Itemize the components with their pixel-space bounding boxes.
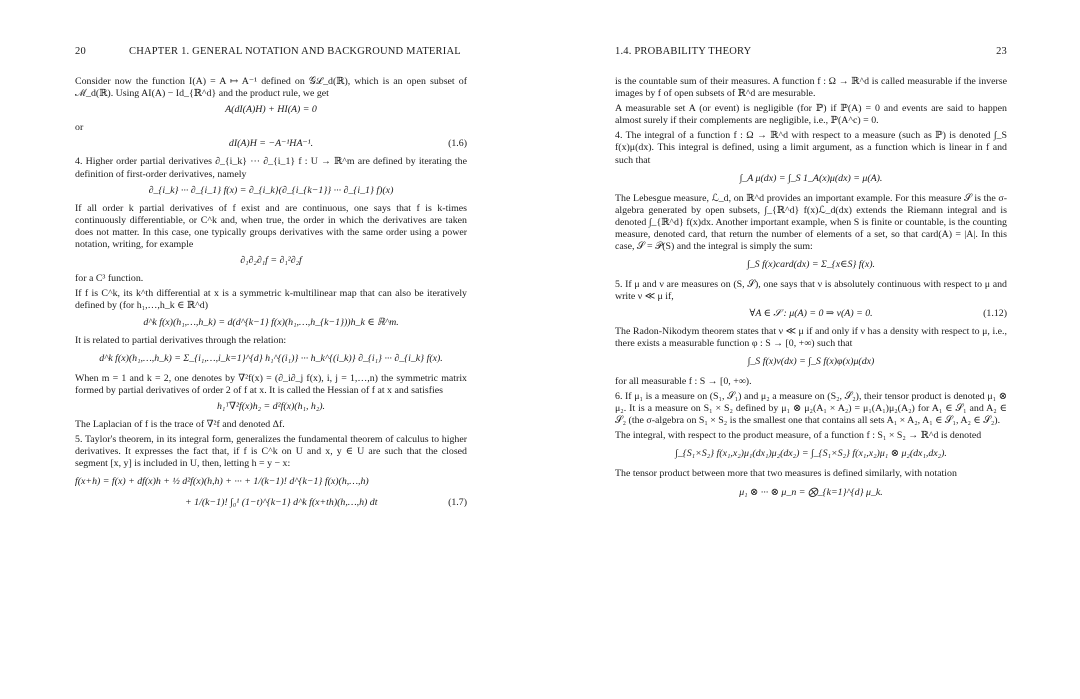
right-page-body	[615, 76, 1007, 507]
equation-1-12	[615, 308, 1007, 320]
equation-1-12-tag: (1.12)	[983, 307, 1007, 319]
equation-1-6-body: dI(A)H = −A⁻¹HA⁻¹.	[228, 138, 314, 150]
equation-density: ∫_S f(x)ν(dx) = ∫_S f(x)φ(x)μ(dx)	[747, 355, 875, 367]
equation-indicator-integral: ∫_A μ(dx) = ∫_S 1_A(x)μ(dx) = μ(A).	[739, 172, 883, 184]
equation-partial-iterate: ∂_{i_k} ··· ∂_{i_1} f(x) = ∂_{i_k}(∂_{i_{k−1}} ··· ∂_{i_1} f)(x)	[148, 184, 394, 196]
equation-product-integral: ∫_{S₁×S₂} f(x₁,x₂)μ₁(dx₁)μ₂(dx₂) = ∫_{S₁×S₂} f(x₁,x₂)μ₁ ⊗ μ₂(dx₁,dx₂).	[675, 448, 947, 460]
equation-1-6-tag: (1.6)	[448, 138, 467, 150]
page-number: 20	[75, 46, 86, 57]
right-page	[615, 0, 1015, 699]
paragraph-laplacian: The Laplacian of f is the trace of ∇²f and denoted Δf.	[75, 419, 285, 431]
running-head: 1.4. PROBABILITY THEORY	[615, 46, 752, 57]
page-number: 23	[996, 46, 1007, 57]
paragraph-all-order: If all order k partial derivatives of f exist and are continuous, one says that f is k-times continuously differentiable, or C^k and, when true, the order in which the derivatives are taken does not matter. In this case, one typically groups derivatives with the same order using a power notation, writing, for example	[75, 202, 467, 251]
equation-product-rule: A(dI(A)H) + HI(A) = 0	[225, 104, 317, 116]
equation-1-6	[75, 138, 467, 150]
paragraph-higher-order: 4. Higher order partial derivatives ∂_{i_k} ··· ∂_{i_1} f : U → ℝ^m are defined by iterating the definition of first-order derivatives, namely	[75, 156, 467, 180]
paragraph-product-integral: The integral, with respect to the product measure, of a function f : S₁ × S₂ → ℝ^d is denoted	[615, 430, 982, 442]
paragraph-tensor-product: 6. If μ₁ is a measure on (S₁, 𝒮₁) and μ₂ a measure on (S₂, 𝒮₂), their tensor product is denoted μ₁ ⊗ μ₂. It is a measure on S₁ × S₂ defined by μ₁ ⊗ μ₂(A₁ × A₂) = μ₁(A₁)μ₂(A₂) for A₁ ∈ 𝒮₁ and A₂ ∈ 𝒮₂ (the σ-algebra on S₁ × S₂ is the smallest one that contains all sets A₁ × A₂, A₁ ∈ 𝒮₁, A₂ ∈ 𝒮₂).	[615, 390, 1007, 427]
equation-taylor-line1: f(x+h) = f(x) + df(x)h + ½ d²f(x)(h,h) + ··· + 1/(k−1)! d^{k−1} f(x)(h,…,h)	[75, 476, 369, 488]
paragraph-ck-differential: If f is C^k, its k^th differential at x is a symmetric k-multilinear map that can also be iteratively defined by (for h₁,…,h_k ∈ ℝ^d)	[75, 288, 467, 312]
equation-dk-relation: d^k f(x)(h₁,…,h_k) = Σ_{i₁,…,i_k=1}^{d} h₁^{(i₁)} ··· h_k^{(i_k)} ∂_{i₁} ··· ∂_{i_k} f(x).	[99, 352, 443, 364]
equation-hessian: h₁ᵀ∇²f(x)h₂ = d²f(x)(h₁, h₂).	[216, 400, 326, 412]
equation-otimes: μ₁ ⊗ ··· ⊗ μ_n = ⨂_{k=1}^{d} μ_k.	[739, 486, 883, 498]
equation-1-12-body: ∀A ∈ 𝒮 : μ(A) = 0 ⇒ ν(A) = 0.	[749, 307, 873, 319]
paragraph-taylor: 5. Taylor's theorem, in its integral form, generalizes the fundamental theorem of calculus to higher derivatives. It expresses the fact that, if f is C^k on U and x, y ∈ U are such that the closed segment [x, y] is included in U, then, letting h = y − x:	[75, 434, 467, 470]
equation-power-notation: ∂₁∂₂∂₁f = ∂₁²∂₂f	[240, 255, 302, 267]
paragraph-negligible: A measurable set A (or event) is negligible (for ℙ) if ℙ(A) = 0 and events are said to happen almost surely if their complements are negligible, i.e., ℙ(A^c) = 0.	[615, 103, 1007, 127]
paragraph-integral: 4. The integral of a function f : Ω → ℝ^d with respect to a measure (such as ℙ) is denoted ∫_S f(x)μ(dx). This integral is defined, using a limit argument, as a function which is linear in f and such that	[615, 130, 1007, 166]
paragraph-radon-nikodym: The Radon-Nikodym theorem states that ν ≪ μ if and only if ν has a density with respect to μ, i.e., there exists a measurable function φ : S → [0, +∞) such that	[615, 325, 1007, 349]
equation-dk-iterative: d^k f(x)(h₁,…,h_k) = d(d^{k−1} f(x)(h₁,…,h_{k−1}))h_k ∈ ℝ^m.	[143, 316, 399, 328]
word-or: or	[75, 122, 84, 134]
left-page-body	[75, 76, 467, 515]
running-head: CHAPTER 1. GENERAL NOTATION AND BACKGROUND MATERIAL	[129, 46, 461, 57]
equation-counting-sum: ∫_S f(x)card(dx) = Σ_{x∈S} f(x).	[747, 259, 875, 271]
paragraph-more-measures: The tensor product between more that two measures is defined similarly, with notation	[615, 468, 957, 480]
equation-taylor-line2: + 1/(k−1)! ∫₀¹ (1−t)^{k−1} d^k f(x+th)(h,…,h) dt	[185, 496, 378, 508]
paragraph-absolute-continuity: 5. If μ and ν are measures on (S, 𝒮), one says that ν is absolutely continuous with respect to μ and write ν ≪ μ if,	[615, 279, 1007, 303]
paragraph-inverse-function: Consider now the function I(A) = A ↦ A⁻¹ defined on 𝒢ℒ_d(ℝ), which is an open subset of ℳ_d(ℝ). Using AI(A) − Id_{ℝ^d} and the product rule, we get	[75, 76, 467, 100]
paragraph-countable-sum: is the countable sum of their measures. A function f : Ω → ℝ^d is called measurable if the inverse images by f of open subsets of ℝ^d are mesurable.	[615, 76, 1007, 100]
equation-1-7-tag: (1.7)	[448, 496, 467, 508]
paragraph-related: It is related to partial derivatives through the relation:	[75, 334, 287, 346]
paragraph-c3: for a C³ function.	[75, 273, 144, 285]
equation-1-7	[75, 497, 467, 509]
paragraph-lebesgue: The Lebesgue measure, ℒ_d, on ℝ^d provides an important example. For this measure 𝒮 is the σ-algebra generated by open subsets, ∫_{ℝ^d} f(x)ℒ_d(dx) extends the Riemann integral and is denoted ∫_{ℝ^d} f(x)dx. Another important example, when S is finite or countable, is the counting measure, denoted card, that return the number of elements of a set, so that card(A) = |A|. In this case, 𝒮 = 𝒫(S) and the integral is simply the sum:	[615, 192, 1007, 253]
paragraph-for-all-measurable: for all measurable f : S → [0, +∞).	[615, 375, 752, 387]
paragraph-hessian: When m = 1 and k = 2, one denotes by ∇²f(x) = (∂_i∂_j f(x), i, j = 1,…,n) the symmetric matrix formed by partial derivatives of order 2 of f at x. It is called the Hessian of f at x and satisfies	[75, 372, 467, 396]
left-page	[75, 0, 475, 699]
